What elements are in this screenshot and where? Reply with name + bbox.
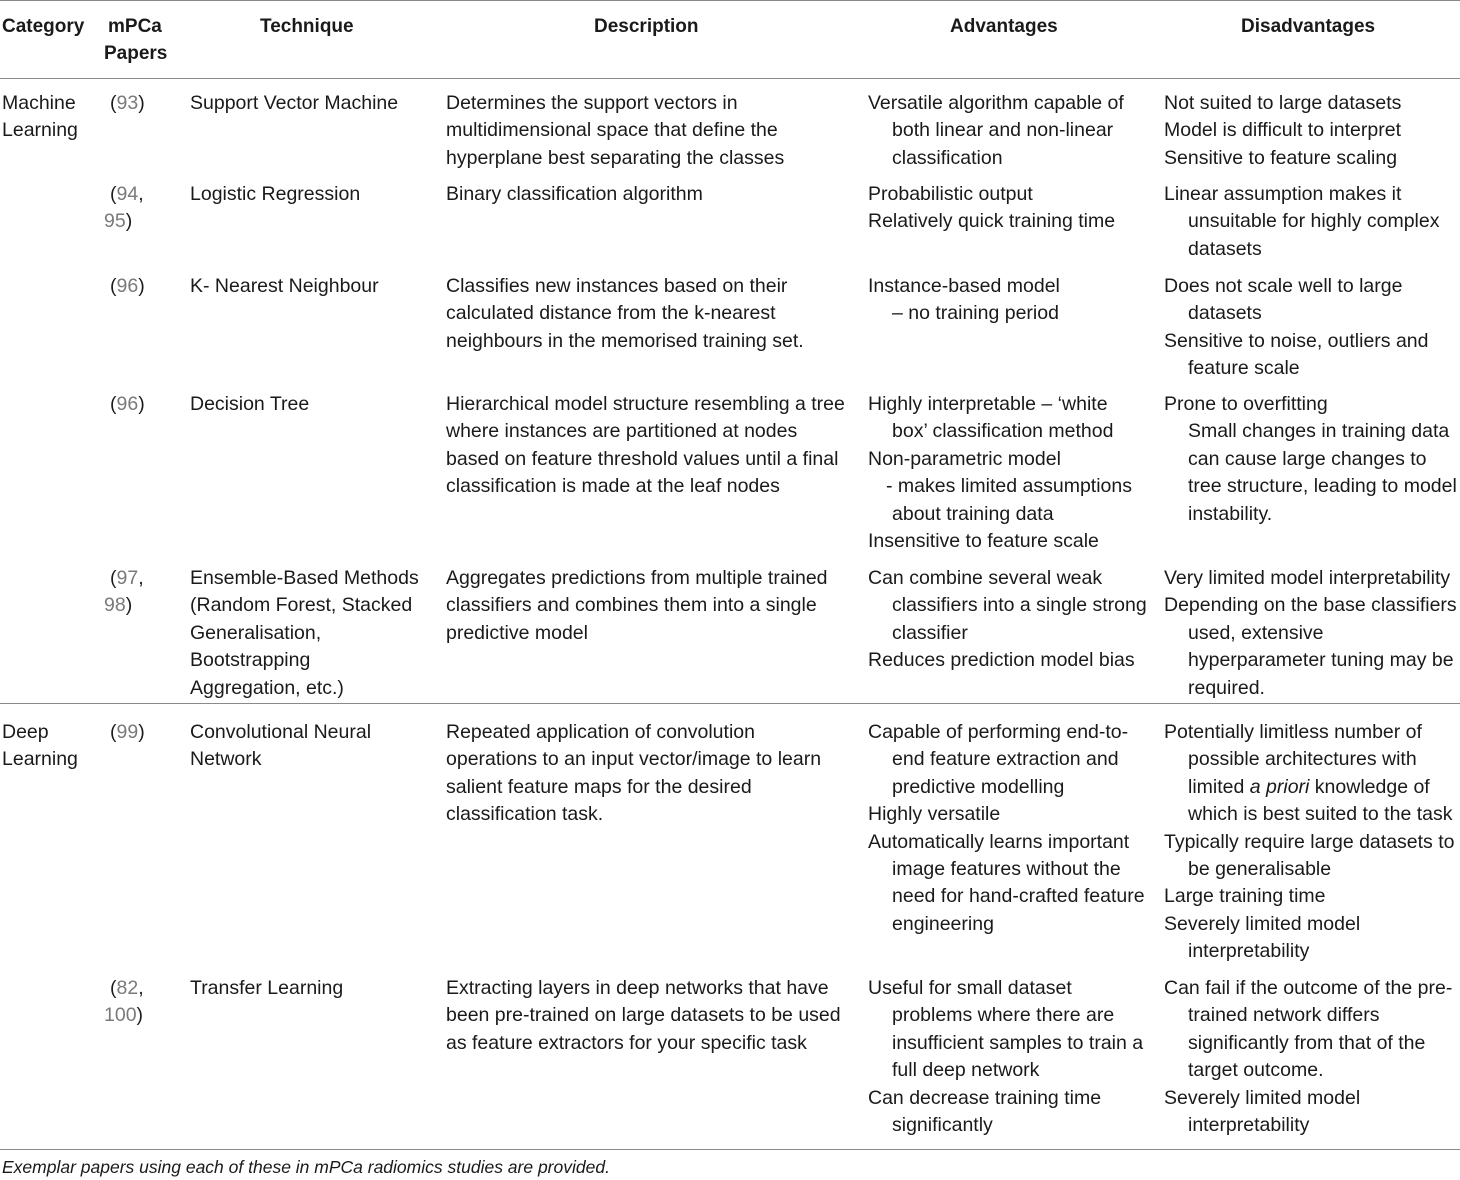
technique-name: K- Nearest Neighbour [190,275,379,297]
technique-advantages: Capable of performing end-to- end feature extraction and predictive modelling Highly versatile Automatically learns important image features without the need for hand-crafted feature engineering [868,721,1145,935]
table-top-rule [0,0,1460,1]
category-deep-learning: Deep Learning [2,721,78,771]
header-description: Description [594,16,699,37]
papers-ref[interactable]: (94, [110,183,144,205]
papers-ref[interactable]: (97, [110,567,144,589]
technique-disadvantages: Linear assumption makes it unsuitable for highly complex datasets [1164,183,1440,260]
papers-ref[interactable]: 95) [104,210,133,232]
category-machine-learning: Machine Learning [2,92,78,142]
papers-ref[interactable]: (96) [110,393,145,415]
papers-ref[interactable]: (96) [110,275,145,297]
technique-advantages: Can combine several weak classifiers into a single strong classifier Reduces prediction model bias [868,567,1147,672]
papers-ref[interactable]: (93) [110,92,145,114]
papers-ref[interactable]: (82, [110,977,144,999]
technique-name: Convolutional Neural Network [190,721,372,771]
technique-advantages: Highly interpretable – ‘white box’ classification method Non-parametric model - makes limited assumptions about training data Insensitive to feature scale [868,393,1132,553]
table-bottom-rule [0,1149,1460,1150]
technique-description: Extracting layers in deep networks that have been pre-trained on large datasets to be used as feature extractors for your specific task [446,977,841,1054]
technique-name: Logistic Regression [190,183,361,205]
header-papers-line1: mPCa [108,16,162,37]
technique-description: Aggregates predictions from multiple trained classifiers and combines them into a single predictive model [446,567,828,644]
technique-name: Transfer Learning [190,977,344,999]
technique-disadvantages: Very limited model interpretability Depending on the base classifiers used, extensive hyperparameter tuning may be required. [1164,567,1457,699]
technique-disadvantages: Prone to overfitting Small changes in training data can cause large changes to tree structure, leading to model instability. [1164,393,1457,525]
section-rule [0,703,1460,704]
papers-ref[interactable]: 100) [104,1004,144,1026]
technique-advantages: Probabilistic output Relatively quick training time [868,183,1116,233]
technique-disadvantages: Not suited to large datasets Model is difficult to interpret Sensitive to feature scaling [1164,92,1402,169]
technique-advantages: Versatile algorithm capable of both linear and non-linear classification [868,92,1124,169]
technique-description: Repeated application of convolution operations to an input vector/image to learn salient feature maps for the desired classification task. [446,721,822,826]
header-papers-line2: Papers [104,43,168,64]
technique-name: Support Vector Machine [190,92,399,114]
technique-description: Determines the support vectors in multidimensional space that define the hyperplane best separating the classes [446,92,785,169]
papers-ref[interactable]: 98) [104,594,133,616]
header-advantages: Advantages [950,16,1058,37]
papers-ref[interactable]: (99) [110,721,145,743]
table-footnote: Exemplar papers using each of these in mPCa radiomics studies are provided. [2,1157,610,1177]
technique-disadvantages: Does not scale well to large datasets Sensitive to noise, outliers and feature scale [1164,275,1429,380]
technique-name: Decision Tree [190,393,310,415]
header-technique: Technique [260,16,354,37]
header-category: Category [2,16,85,37]
technique-description: Classifies new instances based on their calculated distance from the k-nearest neighbours in the memorised training set. [446,275,804,352]
technique-name: Ensemble-Based Methods (Random Forest, Stacked Generalisation, Bootstrapping Aggregation, etc.) [190,567,419,699]
technique-advantages: Useful for small dataset problems where there are insufficient samples to train a full deep network Can decrease training time significantly [868,977,1144,1137]
header-disadvantages: Disadvantages [1241,16,1376,37]
technique-description: Hierarchical model structure resembling a tree where instances are partitioned at nodes based on feature threshold values until a final classification is made at the leaf nodes [446,393,845,498]
technique-disadvantages: Can fail if the outcome of the pre- trained network differs significantly from that of the target outcome. Severely limited model interpretability [1164,977,1453,1137]
header-rule [0,78,1460,79]
technique-advantages: Instance-based model – no training period [868,275,1060,325]
technique-disadvantages: Potentially limitless number of possible architectures with limited a priori knowledge of which is best suited to the task Typically require large datasets to be generalisable Large training time Severely limited model interpretability [1164,721,1455,963]
technique-description: Binary classification algorithm [446,183,703,205]
